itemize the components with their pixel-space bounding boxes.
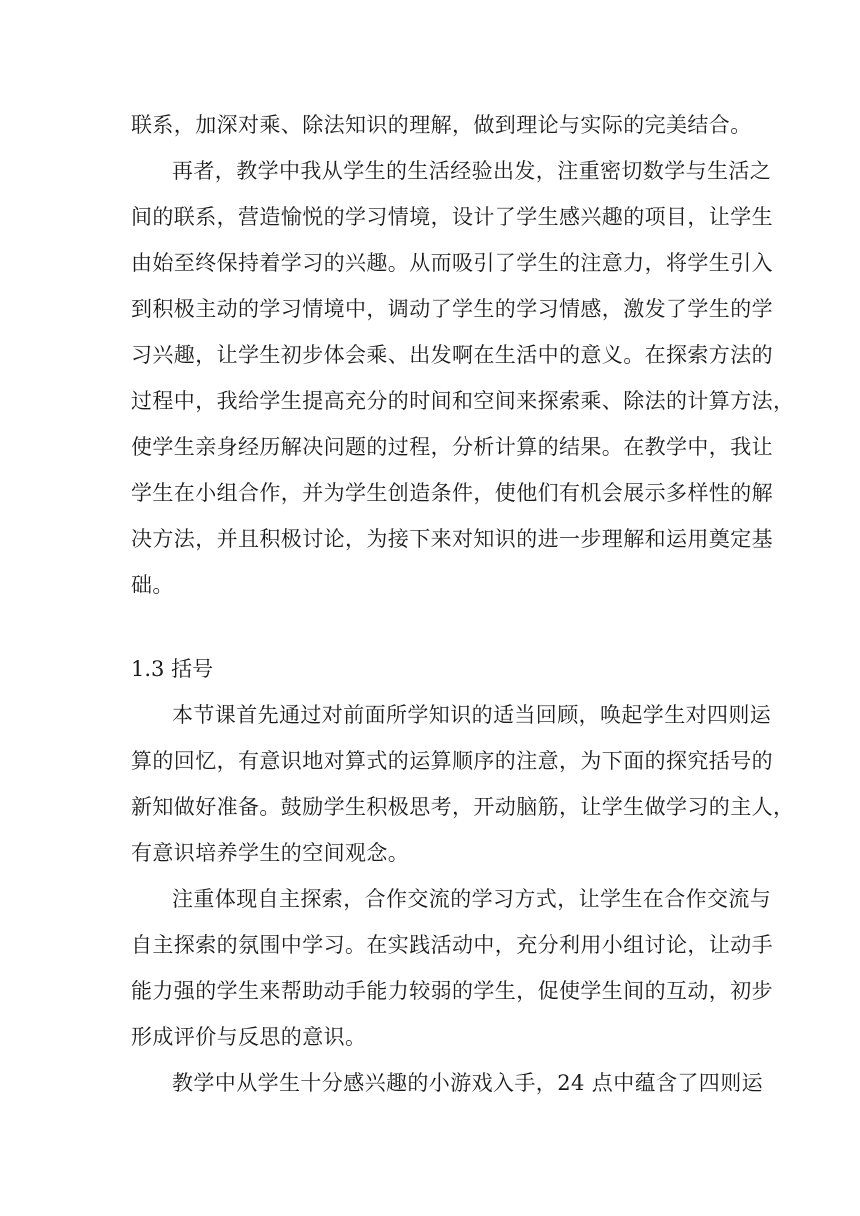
paragraph-line: 础。 (131, 573, 174, 597)
paragraph-line: 决方法，并且积极讨论，为接下来对知识的进一步理解和运用奠定基 (131, 527, 773, 551)
paragraph-line: 过程中，我给学生提高充分的时间和空间来探索乘、除法的计算方法， (131, 389, 795, 413)
paragraph-line: 形成评价与反思的意识。 (131, 1025, 367, 1049)
paragraph-line: 间的联系，营造愉悦的学习情境，设计了学生感兴趣的项目，让学生 (131, 205, 773, 229)
paragraph-line: 算的回忆，有意识地对算式的运算顺序的注意，为下面的探究括号的 (131, 749, 773, 773)
section-heading: 1.3 括号 (131, 657, 214, 681)
paragraph-line: 自主探索的氛围中学习。在实践活动中，充分利用小组讨论，让动手 (131, 933, 773, 957)
paragraph-line: 习兴趣，让学生初步体会乘、出发啊在生活中的意义。在探索方法的 (131, 343, 773, 367)
paragraph-line: 再者，教学中我从学生的生活经验出发，注重密切数学与生活之 (172, 159, 772, 183)
paragraph-line: 学生在小组合作，并为学生创造条件，使他们有机会展示多样性的解 (131, 481, 773, 505)
paragraph-line: 联系，加深对乘、除法知识的理解，做到理论与实际的完美结合。 (131, 113, 752, 137)
paragraph-line: 到积极主动的学习情境中，调动了学生的学习情感，激发了学生的学 (131, 297, 773, 321)
paragraph-line: 本节课首先通过对前面所学知识的适当回顾，唤起学生对四则运 (172, 703, 772, 727)
paragraph-line: 能力强的学生来帮助动手能力较弱的学生，促使学生间的互动，初步 (131, 979, 773, 1003)
paragraph-line: 有意识培养学生的空间观念。 (131, 841, 410, 865)
paragraph-line: 新知做好准备。鼓励学生积极思考，开动脑筋，让学生做学习的主人， (131, 795, 795, 819)
paragraph-line: 使学生亲身经历解决问题的过程，分析计算的结果。在教学中，我让 (131, 435, 773, 459)
paragraph-line: 注重体现自主探索，合作交流的学习方式，让学生在合作交流与 (172, 887, 772, 911)
paragraph-line: 教学中从学生十分感兴趣的小游戏入手，24 点中蕴含了四则运 (172, 1071, 763, 1095)
paragraph-line: 由始至终保持着学习的兴趣。从而吸引了学生的注意力，将学生引入 (131, 251, 773, 275)
